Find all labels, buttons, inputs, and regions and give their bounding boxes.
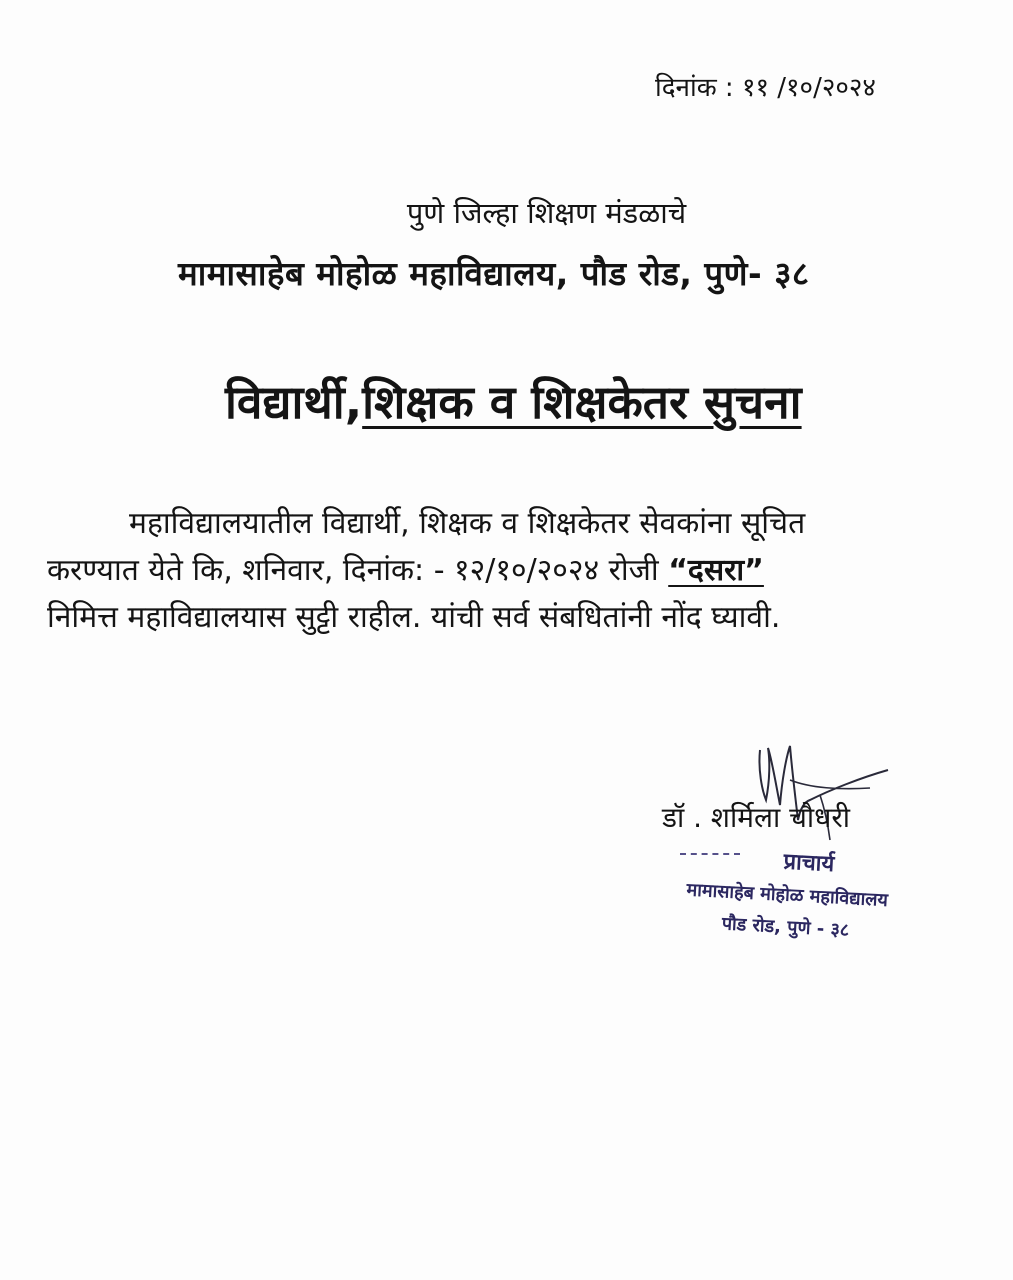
body-line-1: महाविद्यालयातील विद्यार्थी, शिक्षक व शिक्षकेतर सेवकांना सूचित — [129, 506, 806, 541]
principal-stamp — [635, 838, 940, 952]
stamp-address: पौड रोड, पुणे - ३८ — [721, 913, 850, 942]
stamp-title: प्राचार्य — [782, 849, 835, 878]
body-line-2-text: करण्यात येते कि, शनिवार, दिनांक: - १२/१०/२०२४ रोजी — [47, 553, 669, 588]
signatory-name: डॉ . शर्मिला चौधरी — [662, 801, 851, 834]
college-name: मामासाहेब मोहोळ महाविद्यालय, पौड रोड, पुणे- ३८ — [178, 254, 810, 293]
festival-name: “दसरा” — [668, 553, 764, 588]
notice-title-underlined: शिक्षक व शिक्षकेतर सुचना — [362, 375, 802, 429]
stamp-college: मामासाहेब मोहोळ महाविद्यालय — [685, 879, 889, 912]
notice-title-prefix: विद्यार्थी, — [225, 375, 363, 429]
organization-name: पुणे जिल्हा शिक्षण मंडळाचे — [406, 196, 687, 230]
signature-block — [640, 740, 940, 970]
body-line-2 — [47, 547, 982, 594]
notice-body — [47, 500, 982, 641]
notice-title — [225, 370, 802, 432]
body-line-3: निमित्त महाविद्यालयास सुट्टी राहील. यांची सर्व संबधितांनी नोंद घ्यावी. — [47, 600, 781, 635]
date-line: दिनांक : ११ /१०/२०२४ — [655, 73, 876, 103]
